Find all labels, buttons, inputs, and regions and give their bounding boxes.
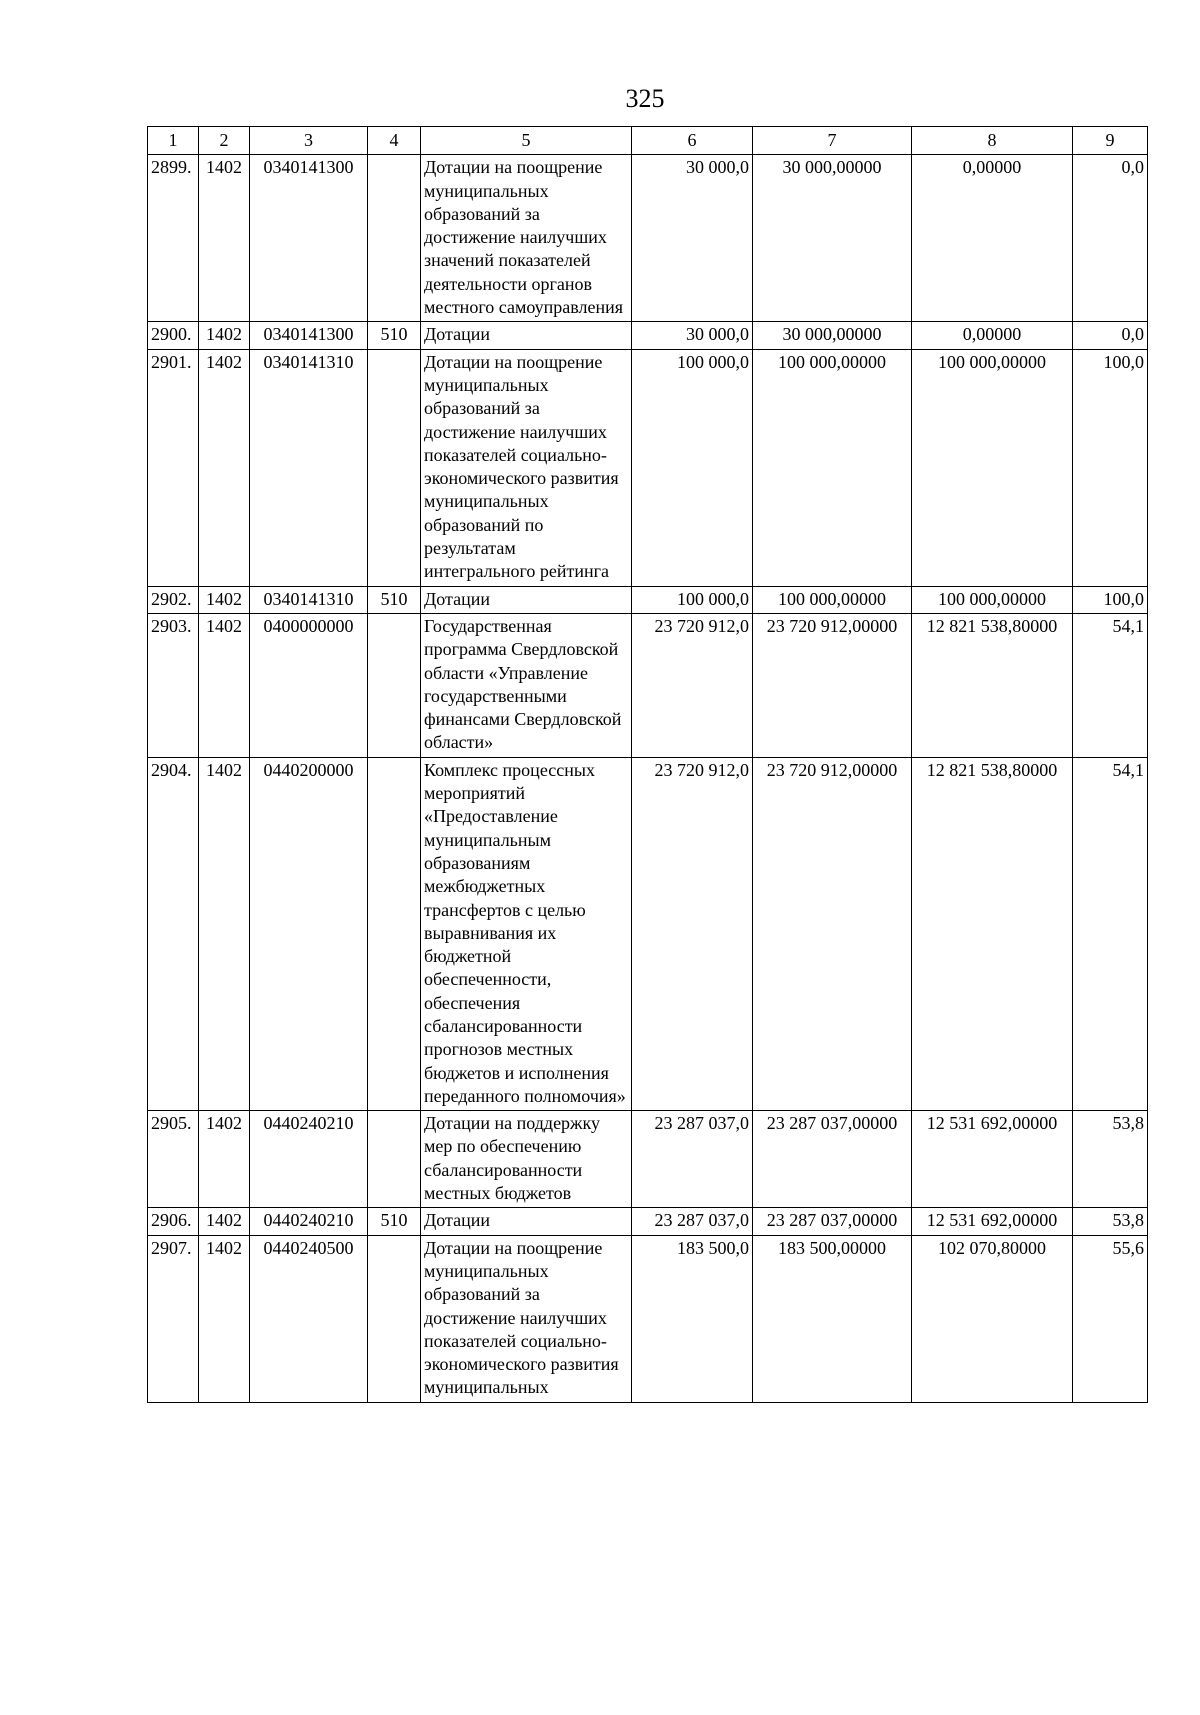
section-code: 1402 (199, 1235, 250, 1402)
expense-type (368, 613, 421, 757)
value-col-9: 55,6 (1073, 1235, 1148, 1402)
expense-type (368, 349, 421, 586)
item-name: Дотации (421, 1208, 632, 1235)
value-col-6: 23 720 912,0 (632, 757, 753, 1110)
value-col-9: 54,1 (1073, 613, 1148, 757)
value-col-7: 183 500,00000 (753, 1235, 912, 1402)
section-code: 1402 (199, 757, 250, 1110)
row-number: 2903. (148, 613, 199, 757)
value-col-6: 183 500,0 (632, 1235, 753, 1402)
header-row (148, 127, 1148, 155)
item-name: Дотации на поощрение муниципальных образований за достижение наилучших показателей социально-экономического развития муниципальных (421, 1235, 632, 1402)
target-code: 0340141300 (250, 322, 368, 349)
row-number: 2905. (148, 1111, 199, 1208)
section-code: 1402 (199, 1111, 250, 1208)
expense-type: 510 (368, 322, 421, 349)
value-col-8: 0,00000 (912, 155, 1073, 322)
table-row (148, 1235, 1148, 1402)
table-row (148, 613, 1148, 757)
value-col-9: 0,0 (1073, 155, 1148, 322)
table-row (148, 155, 1148, 322)
value-col-9: 53,8 (1073, 1111, 1148, 1208)
section-code: 1402 (199, 155, 250, 322)
page-number: 325 (625, 84, 665, 113)
header-cell: 5 (421, 127, 632, 155)
target-code: 0440240210 (250, 1111, 368, 1208)
item-name: Дотации на поощрение муниципальных образований за достижение наилучших значений показателей деятельности органов местного самоуправления (421, 155, 632, 322)
value-col-9: 54,1 (1073, 757, 1148, 1110)
section-code: 1402 (199, 613, 250, 757)
header-cell: 8 (912, 127, 1073, 155)
value-col-8: 102 070,80000 (912, 1235, 1073, 1402)
row-number: 2907. (148, 1235, 199, 1402)
table-row (148, 1111, 1148, 1208)
header-cell: 4 (368, 127, 421, 155)
table-row (148, 586, 1148, 613)
header-cell: 2 (199, 127, 250, 155)
section-code: 1402 (199, 1208, 250, 1235)
expense-type (368, 757, 421, 1110)
value-col-8: 12 531 692,00000 (912, 1208, 1073, 1235)
section-code: 1402 (199, 586, 250, 613)
item-name: Государственная программа Свердловской области «Управление государственными финансами Свердловской области» (421, 613, 632, 757)
value-col-7: 23 287 037,00000 (753, 1111, 912, 1208)
table-row (148, 1208, 1148, 1235)
value-col-7: 100 000,00000 (753, 586, 912, 613)
header-cell: 3 (250, 127, 368, 155)
table-row (148, 757, 1148, 1110)
value-col-6: 23 287 037,0 (632, 1111, 753, 1208)
item-name: Комплекс процессных мероприятий «Предоставление муниципальным образованиям межбюджетных трансфертов с целью выравнивания их бюджетной обеспеченности, обеспечения сбалансированности прогнозов местных бюджетов и исполнения переданного полномочия» (421, 757, 632, 1110)
value-col-6: 100 000,0 (632, 586, 753, 613)
value-col-6: 30 000,0 (632, 155, 753, 322)
target-code: 0340141310 (250, 586, 368, 613)
value-col-7: 23 720 912,00000 (753, 757, 912, 1110)
value-col-9: 53,8 (1073, 1208, 1148, 1235)
value-col-7: 30 000,00000 (753, 322, 912, 349)
target-code: 0340141310 (250, 349, 368, 586)
value-col-9: 100,0 (1073, 349, 1148, 586)
value-col-7: 100 000,00000 (753, 349, 912, 586)
value-col-6: 23 720 912,0 (632, 613, 753, 757)
table-row (148, 322, 1148, 349)
value-col-7: 23 720 912,00000 (753, 613, 912, 757)
header-cell: 7 (753, 127, 912, 155)
value-col-8: 12 821 538,80000 (912, 757, 1073, 1110)
row-number: 2904. (148, 757, 199, 1110)
header-cell: 1 (148, 127, 199, 155)
expense-type (368, 155, 421, 322)
target-code: 0340141300 (250, 155, 368, 322)
target-code: 0440240210 (250, 1208, 368, 1235)
expense-type: 510 (368, 586, 421, 613)
value-col-6: 30 000,0 (632, 322, 753, 349)
value-col-7: 30 000,00000 (753, 155, 912, 322)
expense-type (368, 1111, 421, 1208)
value-col-6: 23 287 037,0 (632, 1208, 753, 1235)
table-row (148, 349, 1148, 586)
target-code: 0440240500 (250, 1235, 368, 1402)
row-number: 2900. (148, 322, 199, 349)
expense-type: 510 (368, 1208, 421, 1235)
item-name: Дотации (421, 586, 632, 613)
value-col-9: 100,0 (1073, 586, 1148, 613)
expense-type (368, 1235, 421, 1402)
row-number: 2901. (148, 349, 199, 586)
item-name: Дотации (421, 322, 632, 349)
budget-table (147, 126, 1148, 1403)
value-col-8: 12 821 538,80000 (912, 613, 1073, 757)
header-cell: 6 (632, 127, 753, 155)
row-number: 2899. (148, 155, 199, 322)
row-number: 2906. (148, 1208, 199, 1235)
item-name: Дотации на поощрение муниципальных образований за достижение наилучших показателей социально-экономического развития муниципальных образований по результатам интегрального рейтинга (421, 349, 632, 586)
value-col-9: 0,0 (1073, 322, 1148, 349)
value-col-6: 100 000,0 (632, 349, 753, 586)
header-cell: 9 (1073, 127, 1148, 155)
value-col-7: 23 287 037,00000 (753, 1208, 912, 1235)
value-col-8: 0,00000 (912, 322, 1073, 349)
target-code: 0400000000 (250, 613, 368, 757)
item-name: Дотации на поддержку мер по обеспечению сбалансированности местных бюджетов (421, 1111, 632, 1208)
value-col-8: 100 000,00000 (912, 349, 1073, 586)
row-number: 2902. (148, 586, 199, 613)
target-code: 0440200000 (250, 757, 368, 1110)
section-code: 1402 (199, 322, 250, 349)
value-col-8: 100 000,00000 (912, 586, 1073, 613)
value-col-8: 12 531 692,00000 (912, 1111, 1073, 1208)
section-code: 1402 (199, 349, 250, 586)
